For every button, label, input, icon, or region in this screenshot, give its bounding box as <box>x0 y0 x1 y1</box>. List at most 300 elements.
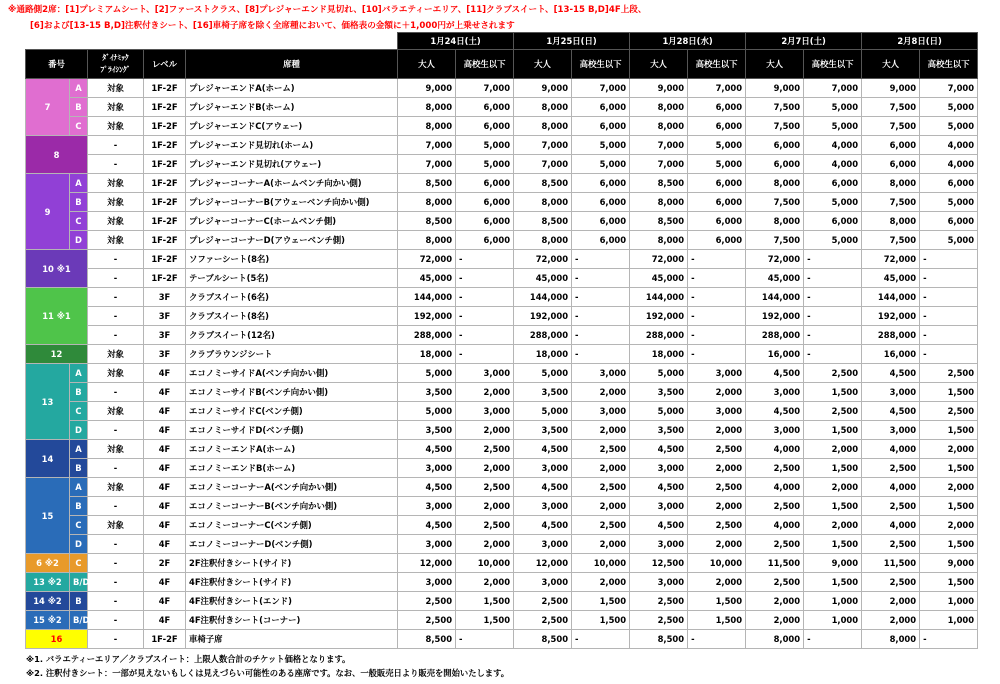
adult-price-cell: 6,000 <box>862 155 920 174</box>
adult-price-cell: 8,000 <box>862 212 920 231</box>
student-price-cell: - <box>688 326 746 345</box>
seat-type-cell: プレジャーエンド見切れ(ホーム) <box>186 136 398 155</box>
dynamic-pricing-cell: - <box>88 326 144 345</box>
adult-price-cell: 192,000 <box>630 307 688 326</box>
adult-price-cell: 144,000 <box>398 288 456 307</box>
adult-price-cell: 3,000 <box>746 383 804 402</box>
seat-sub-label: C <box>70 402 88 421</box>
student-price-cell: 1,500 <box>920 459 978 478</box>
seat-number-label: 14 ※2 <box>26 592 70 611</box>
seat-number-label: 13 ※2 <box>26 573 70 592</box>
student-price-cell: 7,000 <box>920 79 978 98</box>
header-student: 高校生以下 <box>804 50 862 79</box>
student-price-cell: 6,000 <box>456 193 514 212</box>
student-price-cell: 10,000 <box>688 554 746 573</box>
table-row <box>26 630 978 649</box>
adult-price-cell: 7,000 <box>398 155 456 174</box>
adult-price-cell: 45,000 <box>862 269 920 288</box>
dynamic-pricing-cell: - <box>88 630 144 649</box>
adult-price-cell: 8,000 <box>514 193 572 212</box>
seat-number-label: 12 <box>26 345 88 364</box>
student-price-cell: 4,000 <box>804 136 862 155</box>
adult-price-cell: 9,000 <box>630 79 688 98</box>
level-cell: 2F <box>144 554 186 573</box>
adult-price-cell: 8,500 <box>514 174 572 193</box>
table-row <box>26 326 978 345</box>
adult-price-cell: 7,000 <box>514 155 572 174</box>
table-row <box>26 383 978 402</box>
table-row <box>26 231 978 250</box>
seat-sub-label: B <box>70 193 88 212</box>
adult-price-cell: 2,500 <box>862 573 920 592</box>
student-price-cell: - <box>572 326 630 345</box>
student-price-cell: 2,000 <box>688 459 746 478</box>
dynamic-pricing-cell: - <box>88 383 144 402</box>
header-student: 高校生以下 <box>920 50 978 79</box>
seat-type-cell: プレジャーコーナーB(アウェーベンチ向かい側) <box>186 193 398 212</box>
seat-type-cell: プレジャーエンド見切れ(アウェー) <box>186 155 398 174</box>
dynamic-pricing-cell: - <box>88 288 144 307</box>
adult-price-cell: 4,500 <box>630 516 688 535</box>
student-price-cell: 2,500 <box>572 516 630 535</box>
seat-type-cell: エコノミーコーナーA(ベンチ向かい側) <box>186 478 398 497</box>
adult-price-cell: 5,000 <box>514 364 572 383</box>
student-price-cell: 6,000 <box>572 117 630 136</box>
student-price-cell: 1,500 <box>804 497 862 516</box>
level-cell: 4F <box>144 592 186 611</box>
dynamic-pricing-cell: 対象 <box>88 79 144 98</box>
student-price-cell: - <box>688 250 746 269</box>
student-price-cell: 1,500 <box>572 611 630 630</box>
student-price-cell: 5,000 <box>572 136 630 155</box>
student-price-cell: - <box>456 288 514 307</box>
seat-type-cell: 2F注釈付きシート(サイド) <box>186 554 398 573</box>
adult-price-cell: 8,000 <box>514 117 572 136</box>
adult-price-cell: 3,000 <box>398 459 456 478</box>
adult-price-cell: 9,000 <box>398 79 456 98</box>
table-row <box>26 345 978 364</box>
seat-sub-label: A <box>70 478 88 497</box>
seat-type-cell: 車椅子席 <box>186 630 398 649</box>
student-price-cell: 2,000 <box>572 383 630 402</box>
student-price-cell: - <box>572 288 630 307</box>
seat-number-label: 14 <box>26 440 70 478</box>
adult-price-cell: 11,500 <box>746 554 804 573</box>
adult-price-cell: 2,500 <box>514 592 572 611</box>
adult-price-cell: 4,000 <box>862 440 920 459</box>
student-price-cell: 1,500 <box>920 535 978 554</box>
adult-price-cell: 4,000 <box>746 440 804 459</box>
adult-price-cell: 3,000 <box>514 535 572 554</box>
adult-price-cell: 8,000 <box>746 174 804 193</box>
adult-price-cell: 45,000 <box>398 269 456 288</box>
student-price-cell: - <box>804 288 862 307</box>
student-price-cell: 2,000 <box>804 478 862 497</box>
surcharge-note-line2: [6]および[13-15 B,D]注釈付きシート、[16]車椅子席を除く全席種において、価格表の金額に＋1,000円が上乗せされます <box>30 21 515 31</box>
header-dynamic-pricing: ﾀﾞｲﾅﾐｯｸ ﾌﾟﾗｲｼﾝｸﾞ <box>88 50 144 79</box>
seat-type-cell: エコノミーサイドC(ベンチ側) <box>186 402 398 421</box>
header-date: 1月25日(日) <box>514 33 630 50</box>
seat-number-label: 9 <box>26 174 70 250</box>
header-columns-row <box>26 50 978 79</box>
seat-number-label: 7 <box>26 79 70 136</box>
adult-price-cell: 5,000 <box>398 402 456 421</box>
student-price-cell: - <box>456 250 514 269</box>
dynamic-pricing-cell: - <box>88 497 144 516</box>
adult-price-cell: 2,500 <box>862 535 920 554</box>
seat-type-cell: エコノミーサイドB(ベンチ向かい側) <box>186 383 398 402</box>
student-price-cell: 4,000 <box>804 155 862 174</box>
adult-price-cell: 2,500 <box>746 573 804 592</box>
adult-price-cell: 72,000 <box>746 250 804 269</box>
seat-type-cell: 4F注釈付きシート(エンド) <box>186 592 398 611</box>
student-price-cell: - <box>572 250 630 269</box>
student-price-cell: 1,000 <box>804 592 862 611</box>
dynamic-pricing-cell: 対象 <box>88 440 144 459</box>
seat-sub-label: B <box>70 592 88 611</box>
adult-price-cell: 3,500 <box>398 421 456 440</box>
adult-price-cell: 3,000 <box>630 573 688 592</box>
adult-price-cell: 3,000 <box>398 535 456 554</box>
student-price-cell: 6,000 <box>456 98 514 117</box>
student-price-cell: 2,000 <box>688 383 746 402</box>
adult-price-cell: 8,500 <box>630 630 688 649</box>
student-price-cell: 1,500 <box>920 383 978 402</box>
student-price-cell: 1,500 <box>920 421 978 440</box>
seat-sub-label: B/D <box>70 611 88 630</box>
adult-price-cell: 9,000 <box>514 79 572 98</box>
dynamic-pricing-cell: 対象 <box>88 231 144 250</box>
adult-price-cell: 8,500 <box>398 630 456 649</box>
adult-price-cell: 4,500 <box>398 478 456 497</box>
student-price-cell: - <box>688 345 746 364</box>
adult-price-cell: 4,500 <box>862 402 920 421</box>
student-price-cell: 1,500 <box>804 573 862 592</box>
student-price-cell: - <box>804 307 862 326</box>
student-price-cell: 6,000 <box>920 212 978 231</box>
seat-type-cell: プレジャーコーナーD(アウェーベンチ側) <box>186 231 398 250</box>
seat-sub-label: D <box>70 535 88 554</box>
adult-price-cell: 8,500 <box>514 630 572 649</box>
level-cell: 3F <box>144 345 186 364</box>
adult-price-cell: 8,000 <box>398 193 456 212</box>
student-price-cell: 6,000 <box>572 174 630 193</box>
seat-number-label: 6 ※2 <box>26 554 70 573</box>
adult-price-cell: 12,000 <box>514 554 572 573</box>
table-row <box>26 459 978 478</box>
dynamic-pricing-cell: - <box>88 250 144 269</box>
adult-price-cell: 4,500 <box>746 402 804 421</box>
adult-price-cell: 8,500 <box>398 174 456 193</box>
table-row <box>26 250 978 269</box>
header-adult: 大人 <box>398 50 456 79</box>
student-price-cell: 2,000 <box>920 516 978 535</box>
seat-type-cell: エコノミーサイドD(ベンチ側) <box>186 421 398 440</box>
adult-price-cell: 6,000 <box>862 136 920 155</box>
adult-price-cell: 2,500 <box>746 459 804 478</box>
adult-price-cell: 2,500 <box>630 611 688 630</box>
dynamic-pricing-cell: 対象 <box>88 516 144 535</box>
student-price-cell: 6,000 <box>456 212 514 231</box>
adult-price-cell: 4,000 <box>862 478 920 497</box>
table-row <box>26 155 978 174</box>
table-row <box>26 193 978 212</box>
level-cell: 1F-2F <box>144 79 186 98</box>
adult-price-cell: 11,500 <box>862 554 920 573</box>
adult-price-cell: 9,000 <box>862 79 920 98</box>
student-price-cell: 2,500 <box>456 440 514 459</box>
adult-price-cell: 16,000 <box>746 345 804 364</box>
student-price-cell: 2,000 <box>688 497 746 516</box>
table-row <box>26 364 978 383</box>
student-price-cell: 2,500 <box>688 478 746 497</box>
student-price-cell: 2,000 <box>572 535 630 554</box>
table-row <box>26 516 978 535</box>
student-price-cell: 1,500 <box>920 573 978 592</box>
student-price-cell: 1,500 <box>804 421 862 440</box>
seat-sub-label: B <box>70 383 88 402</box>
student-price-cell: - <box>456 326 514 345</box>
level-cell: 1F-2F <box>144 269 186 288</box>
student-price-cell: 2,500 <box>688 516 746 535</box>
seat-type-cell: 4F注釈付きシート(サイド) <box>186 573 398 592</box>
student-price-cell: 1,500 <box>688 611 746 630</box>
level-cell: 4F <box>144 364 186 383</box>
level-cell: 1F-2F <box>144 136 186 155</box>
student-price-cell: 5,000 <box>456 155 514 174</box>
seat-type-cell: プレジャーコーナーC(ホームベンチ側) <box>186 212 398 231</box>
student-price-cell: - <box>572 307 630 326</box>
student-price-cell: 2,500 <box>572 478 630 497</box>
student-price-cell: 10,000 <box>572 554 630 573</box>
adult-price-cell: 7,500 <box>746 117 804 136</box>
price-table-body <box>26 79 978 649</box>
adult-price-cell: 144,000 <box>746 288 804 307</box>
student-price-cell: 2,000 <box>920 478 978 497</box>
dynamic-pricing-cell: - <box>88 573 144 592</box>
student-price-cell: - <box>920 307 978 326</box>
adult-price-cell: 192,000 <box>862 307 920 326</box>
student-price-cell: 6,000 <box>456 174 514 193</box>
dynamic-pricing-cell: - <box>88 307 144 326</box>
adult-price-cell: 4,000 <box>862 516 920 535</box>
adult-price-cell: 16,000 <box>862 345 920 364</box>
adult-price-cell: 7,500 <box>746 231 804 250</box>
adult-price-cell: 5,000 <box>630 402 688 421</box>
student-price-cell: - <box>688 630 746 649</box>
adult-price-cell: 192,000 <box>398 307 456 326</box>
header-student: 高校生以下 <box>456 50 514 79</box>
student-price-cell: 9,000 <box>920 554 978 573</box>
student-price-cell: 2,000 <box>456 421 514 440</box>
student-price-cell: 3,000 <box>456 402 514 421</box>
student-price-cell: - <box>920 250 978 269</box>
adult-price-cell: 4,000 <box>746 478 804 497</box>
level-cell: 3F <box>144 288 186 307</box>
table-row <box>26 554 978 573</box>
header-adult: 大人 <box>862 50 920 79</box>
seat-sub-label: B <box>70 98 88 117</box>
adult-price-cell: 5,000 <box>630 364 688 383</box>
student-price-cell: 6,000 <box>456 117 514 136</box>
student-price-cell: 2,000 <box>456 535 514 554</box>
seat-number-label: 15 ※2 <box>26 611 70 630</box>
table-row <box>26 288 978 307</box>
adult-price-cell: 3,000 <box>514 497 572 516</box>
dynamic-pricing-cell: - <box>88 611 144 630</box>
adult-price-cell: 2,500 <box>746 535 804 554</box>
level-cell: 4F <box>144 440 186 459</box>
header-date: 2月8日(日) <box>862 33 978 50</box>
seat-sub-label: B <box>70 459 88 478</box>
level-cell: 4F <box>144 611 186 630</box>
adult-price-cell: 8,000 <box>398 98 456 117</box>
seat-number-label: 15 <box>26 478 70 554</box>
student-price-cell: 5,000 <box>920 117 978 136</box>
adult-price-cell: 3,000 <box>398 573 456 592</box>
adult-price-cell: 8,000 <box>398 231 456 250</box>
adult-price-cell: 45,000 <box>630 269 688 288</box>
seat-type-cell: プレジャーエンドB(ホーム) <box>186 98 398 117</box>
student-price-cell: 2,500 <box>804 402 862 421</box>
adult-price-cell: 3,500 <box>398 383 456 402</box>
table-row <box>26 307 978 326</box>
student-price-cell: 6,000 <box>688 212 746 231</box>
student-price-cell: 6,000 <box>920 174 978 193</box>
student-price-cell: 5,000 <box>804 98 862 117</box>
adult-price-cell: 192,000 <box>746 307 804 326</box>
header-date: 1月28日(水) <box>630 33 746 50</box>
adult-price-cell: 7,500 <box>862 231 920 250</box>
student-price-cell: 3,000 <box>572 364 630 383</box>
student-price-cell: 1,500 <box>804 535 862 554</box>
adult-price-cell: 5,000 <box>514 402 572 421</box>
student-price-cell: 1,500 <box>572 592 630 611</box>
seat-sub-label: C <box>70 117 88 136</box>
adult-price-cell: 3,500 <box>630 421 688 440</box>
adult-price-cell: 8,000 <box>862 630 920 649</box>
adult-price-cell: 2,500 <box>746 497 804 516</box>
adult-price-cell: 72,000 <box>862 250 920 269</box>
adult-price-cell: 8,000 <box>514 98 572 117</box>
table-row <box>26 421 978 440</box>
student-price-cell: 2,000 <box>688 421 746 440</box>
student-price-cell: 6,000 <box>688 174 746 193</box>
header-date: 1月24日(土) <box>398 33 514 50</box>
level-cell: 1F-2F <box>144 193 186 212</box>
student-price-cell: 5,000 <box>804 231 862 250</box>
seat-sub-label: B/D <box>70 573 88 592</box>
table-row <box>26 212 978 231</box>
adult-price-cell: 8,000 <box>746 630 804 649</box>
header-number: 番号 <box>26 50 88 79</box>
header-seat-type: 席種 <box>186 50 398 79</box>
adult-price-cell: 4,500 <box>746 364 804 383</box>
dynamic-pricing-cell: 対象 <box>88 174 144 193</box>
dynamic-pricing-cell: - <box>88 269 144 288</box>
adult-price-cell: 8,000 <box>630 193 688 212</box>
adult-price-cell: 8,000 <box>746 212 804 231</box>
student-price-cell: 1,000 <box>804 611 862 630</box>
level-cell: 1F-2F <box>144 630 186 649</box>
level-cell: 1F-2F <box>144 98 186 117</box>
student-price-cell: - <box>688 307 746 326</box>
adult-price-cell: 45,000 <box>746 269 804 288</box>
adult-price-cell: 288,000 <box>746 326 804 345</box>
seat-sub-label: B <box>70 497 88 516</box>
header-adult: 大人 <box>514 50 572 79</box>
seat-sub-label: A <box>70 79 88 98</box>
seat-type-cell: クラブラウンジシート <box>186 345 398 364</box>
footnote-1: ※1. バラエティーエリア／クラブスイート：上限人数合計のチケット価格となります。 <box>26 654 351 664</box>
student-price-cell: 2,000 <box>456 573 514 592</box>
adult-price-cell: 8,500 <box>398 212 456 231</box>
student-price-cell: - <box>920 269 978 288</box>
header-student: 高校生以下 <box>688 50 746 79</box>
adult-price-cell: 3,000 <box>630 459 688 478</box>
student-price-cell: - <box>920 326 978 345</box>
adult-price-cell: 3,000 <box>630 535 688 554</box>
adult-price-cell: 4,500 <box>514 478 572 497</box>
seat-type-cell: エコノミーコーナーC(ベンチ側) <box>186 516 398 535</box>
student-price-cell: 5,000 <box>920 98 978 117</box>
student-price-cell: 5,000 <box>688 155 746 174</box>
student-price-cell: 7,000 <box>572 79 630 98</box>
table-row <box>26 269 978 288</box>
table-row <box>26 174 978 193</box>
level-cell: 3F <box>144 307 186 326</box>
seat-type-cell: 4F注釈付きシート(コーナー) <box>186 611 398 630</box>
adult-price-cell: 288,000 <box>398 326 456 345</box>
adult-price-cell: 2,000 <box>862 611 920 630</box>
student-price-cell: - <box>572 269 630 288</box>
seat-number-label: 10 ※1 <box>26 250 88 288</box>
adult-price-cell: 9,000 <box>746 79 804 98</box>
student-price-cell: - <box>920 630 978 649</box>
table-row <box>26 573 978 592</box>
adult-price-cell: 4,500 <box>862 364 920 383</box>
student-price-cell: 2,000 <box>804 440 862 459</box>
student-price-cell: 3,000 <box>688 402 746 421</box>
adult-price-cell: 2,500 <box>514 611 572 630</box>
level-cell: 4F <box>144 421 186 440</box>
student-price-cell: 2,500 <box>456 516 514 535</box>
adult-price-cell: 4,500 <box>514 516 572 535</box>
dynamic-pricing-cell: - <box>88 155 144 174</box>
adult-price-cell: 12,500 <box>630 554 688 573</box>
seat-type-cell: エコノミーエンドA(ホーム) <box>186 440 398 459</box>
adult-price-cell: 2,500 <box>398 592 456 611</box>
adult-price-cell: 3,000 <box>862 383 920 402</box>
student-price-cell: 6,000 <box>572 212 630 231</box>
seat-type-cell: クラブスイート(12名) <box>186 326 398 345</box>
seat-sub-label: C <box>70 212 88 231</box>
adult-price-cell: 8,000 <box>630 98 688 117</box>
student-price-cell: 5,000 <box>688 136 746 155</box>
dynamic-pricing-cell: 対象 <box>88 212 144 231</box>
student-price-cell: 7,000 <box>804 79 862 98</box>
adult-price-cell: 7,500 <box>746 193 804 212</box>
table-row <box>26 79 978 98</box>
seat-type-cell: エコノミーコーナーD(ベンチ側) <box>186 535 398 554</box>
table-row <box>26 611 978 630</box>
adult-price-cell: 7,500 <box>862 117 920 136</box>
student-price-cell: 7,000 <box>456 79 514 98</box>
adult-price-cell: 72,000 <box>630 250 688 269</box>
seat-type-cell: ソファーシート(8名) <box>186 250 398 269</box>
price-table <box>25 32 978 649</box>
dynamic-pricing-cell: - <box>88 592 144 611</box>
